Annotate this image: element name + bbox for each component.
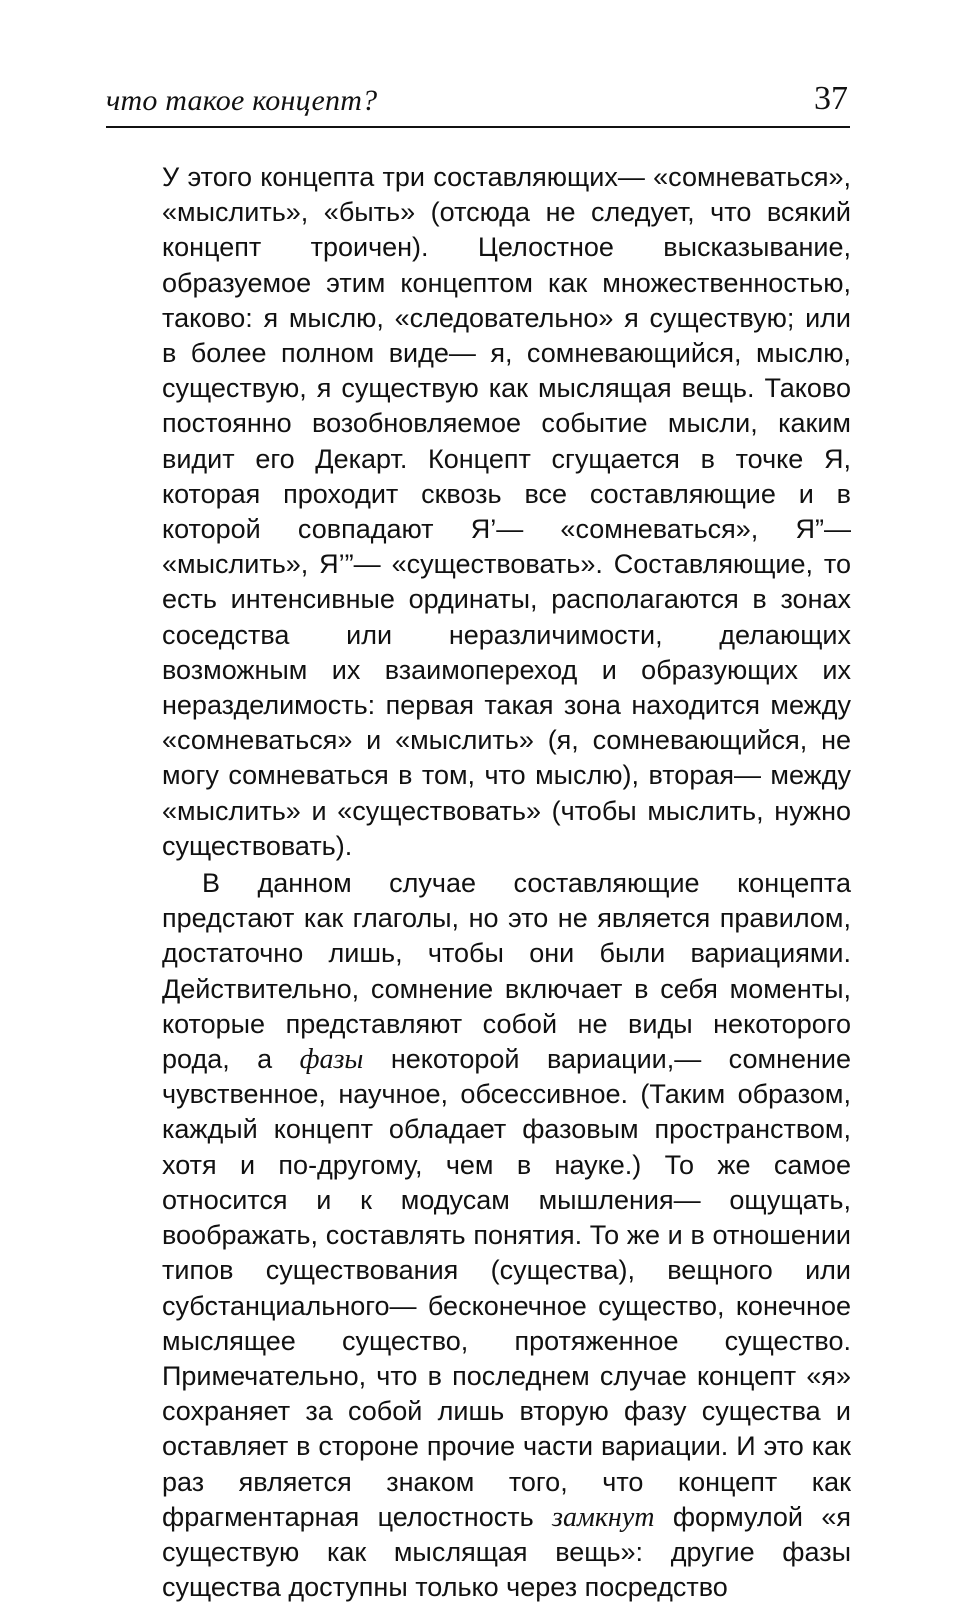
italic-term-phases: фазы [299,1044,364,1076]
running-title: что такое концепт? [106,84,378,117]
running-header [106,78,850,128]
paragraph-1: У этого концепта три составляющих— «сомневаться», «мыслить», «быть» (отсюда не следует, что всякий концепт троичен). Целостное высказывание, образуемое этим концептом как множественностью, таково: я мыслю, «следовательно» я существую; или в более полном виде— я, сомневающийся, мыслю, существую, я существую как мыслящая вещь. Таково постоянно возобновляемое событие мысли, каким видит его Декарт. Концепт сгущается в точке Я, которая проходит сквозь все составляющие и в которой совпадают Я’— «сомневаться», Я”— «мыслить», Я’”— «существовать». Составляющие, то есть интенсивные ординаты, располагаются в зонах соседства или неразличимости, делающих возможным их взаимопереход и образующих их неразделимость: первая такая зона находится между «сомневаться» и «мыслить» (я, сомневающийся, не могу сомневаться в том, что мыслю), вторая— между «мыслить» и «существовать» (чтобы мыслить, нужно существовать). [162,162,851,861]
page-number: 37 [814,80,848,117]
paragraph-2-part-1: В данном случае составляющие концепта предстают как глаголы, но это не является правилом, достаточно лишь, чтобы они были вариациями. Действительно, сомнение включает в себя моменты, которые представляют собой не виды некоторого рода, а [162,868,851,1075]
body-text [162,160,851,1605]
italic-term-closed: замкнут [552,1501,655,1533]
paragraph-2-part-3: формулой «я существую как мыслящая вещь»: другие фазы существа доступны только через посредство [162,1501,851,1603]
paragraph-2-part-2: некоторой вариации,— сомнение чувственное, научное, обсессивное. (Таким образом, каждый концепт обладает фазовым пространством, хотя и по-другому, чем в науке.) То же самое относится и к модусам мышления— ощущать, воображать, составлять понятия. То же и в отношении типов существования (существа), вещного или субстанциального— бесконечное существо, конечное мыслящее существо, протяженное существо. Примечательно, что в последнем случае концепт «я» сохраняет за собой лишь вторую фазу существа и оставляет в стороне прочие части вариации. И это как раз является знаком того, что концепт как фрагментарная целостность [162,1044,852,1532]
paragraph-2 [162,866,851,1605]
